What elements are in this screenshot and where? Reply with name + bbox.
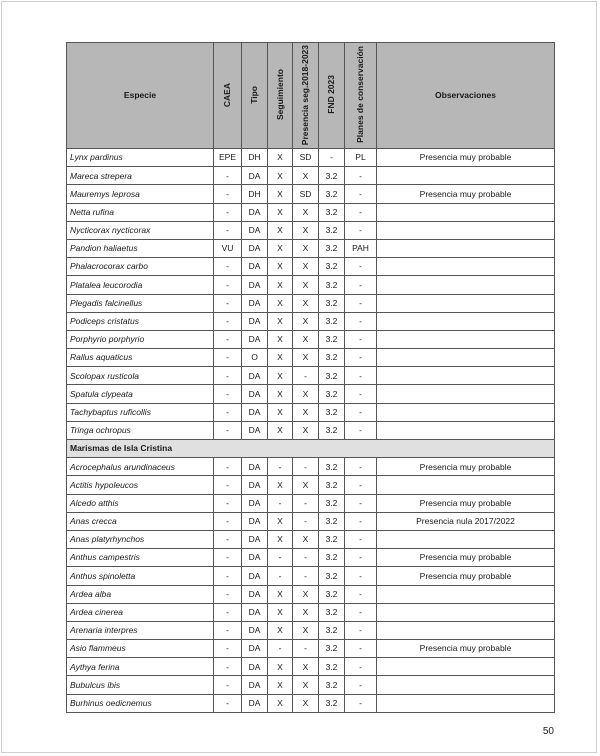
table-row [67,640,555,658]
observaciones-cell: Presencia nula 2017/2022 [377,512,555,530]
fnd-cell: 3.2 [319,276,345,294]
species-cell: Podiceps cristatus [67,312,214,330]
header-caea-label: CAEA [222,82,233,107]
planes-cell: - [345,567,377,585]
table-row [67,458,555,476]
seguimiento-cell: X [268,421,293,439]
header-presencia-label: Presencia seg.2018-2023 [300,44,311,145]
presencia-cell: X [293,676,319,694]
species-cell: Ardea cinerea [67,603,214,621]
observaciones-cell [377,221,555,239]
observaciones-cell [377,530,555,548]
caea-cell: - [214,330,242,348]
caea-cell: - [214,676,242,694]
header-planes-label: Planes de conservación [355,46,366,144]
fnd-cell: 3.2 [319,185,345,203]
fnd-cell: 3.2 [319,603,345,621]
caea-cell: - [214,658,242,676]
caea-cell: - [214,367,242,385]
fnd-cell: 3.2 [319,676,345,694]
presencia-cell: - [293,567,319,585]
observaciones-cell [377,258,555,276]
tipo-cell: DA [242,603,268,621]
tipo-cell: DA [242,494,268,512]
seguimiento-cell: X [268,403,293,421]
fnd-cell: 3.2 [319,203,345,221]
observaciones-cell [377,203,555,221]
header-caea [214,43,242,149]
header-fnd-label: FND 2023 [326,75,337,115]
presencia-cell: X [293,221,319,239]
planes-cell: - [345,349,377,367]
observaciones-cell [377,239,555,257]
tipo-cell: DA [242,421,268,439]
planes-cell: - [345,403,377,421]
seguimiento-cell: X [268,330,293,348]
caea-cell: - [214,221,242,239]
caea-cell: - [214,512,242,530]
table-row [67,294,555,312]
presencia-cell: - [293,458,319,476]
fnd-cell: 3.2 [319,421,345,439]
caea-cell: - [214,385,242,403]
fnd-cell: 3.2 [319,221,345,239]
fnd-cell: 3.2 [319,640,345,658]
table-row [67,567,555,585]
species-table [66,42,555,713]
header-tipo [242,43,268,149]
table-row [67,149,555,167]
observaciones-cell [377,349,555,367]
seguimiento-cell: X [268,367,293,385]
observaciones-cell: Presencia muy probable [377,149,555,167]
seguimiento-cell: X [268,603,293,621]
caea-cell: - [214,403,242,421]
fnd-cell: 3.2 [319,476,345,494]
tipo-cell: DA [242,276,268,294]
header-planes [345,43,377,149]
fnd-cell: - [319,149,345,167]
caea-cell: - [214,312,242,330]
seguimiento-cell: X [268,294,293,312]
table-row [67,203,555,221]
species-cell: Porphyrio porphyrio [67,330,214,348]
planes-cell: - [345,185,377,203]
caea-cell: - [214,458,242,476]
seguimiento-cell: X [268,476,293,494]
species-cell: Asio flammeus [67,640,214,658]
presencia-cell: X [293,167,319,185]
species-cell: Pandion haliaetus [67,239,214,257]
seguimiento-cell: - [268,640,293,658]
planes-cell: - [345,330,377,348]
seguimiento-cell: X [268,167,293,185]
planes-cell: - [345,385,377,403]
presencia-cell: X [293,530,319,548]
seguimiento-cell: X [268,658,293,676]
header-presencia [293,43,319,149]
tipo-cell: DA [242,658,268,676]
species-cell: Acrocephalus arundinaceus [67,458,214,476]
presencia-cell: X [293,385,319,403]
tipo-cell: DA [242,385,268,403]
fnd-cell: 3.2 [319,694,345,712]
table-row [67,349,555,367]
table-row [67,694,555,712]
species-cell: Spatula clypeata [67,385,214,403]
seguimiento-cell: X [268,185,293,203]
tipo-cell: DA [242,294,268,312]
planes-cell: - [345,203,377,221]
observaciones-cell [377,585,555,603]
header-species-label: Especie [123,90,157,101]
fnd-cell: 3.2 [319,330,345,348]
header-fnd [319,43,345,149]
presencia-cell: - [293,512,319,530]
caea-cell: - [214,276,242,294]
header-seguimiento-label: Seguimiento [274,69,285,121]
tipo-cell: DA [242,512,268,530]
species-cell: Rallus aquaticus [67,349,214,367]
species-cell: Netta rufina [67,203,214,221]
seguimiento-cell: X [268,149,293,167]
observaciones-cell [377,167,555,185]
header-tipo-label: Tipo [249,85,260,104]
caea-cell: - [214,258,242,276]
seguimiento-cell: - [268,567,293,585]
table-header-row [67,43,555,149]
tipo-cell: DA [242,221,268,239]
caea-cell: - [214,621,242,639]
fnd-cell: 3.2 [319,312,345,330]
presencia-cell: X [293,203,319,221]
observaciones-cell [377,385,555,403]
presencia-cell: X [293,294,319,312]
species-cell: Platalea leucorodia [67,276,214,294]
species-cell: Anas crecca [67,512,214,530]
species-cell: Aythya ferina [67,658,214,676]
seguimiento-cell: X [268,385,293,403]
species-cell: Lynx pardinus [67,149,214,167]
section-title: Marismas de Isla Cristina [67,440,555,458]
observaciones-cell [377,330,555,348]
caea-cell: EPE [214,149,242,167]
fnd-cell: 3.2 [319,385,345,403]
planes-cell: - [345,312,377,330]
planes-cell: - [345,258,377,276]
table-row [67,603,555,621]
presencia-cell: X [293,258,319,276]
observaciones-cell: Presencia muy probable [377,567,555,585]
tipo-cell: DA [242,621,268,639]
planes-cell: - [345,276,377,294]
tipo-cell: DA [242,530,268,548]
table-row [67,658,555,676]
table-row [67,530,555,548]
species-cell: Mareca strepera [67,167,214,185]
observaciones-cell [377,603,555,621]
fnd-cell: 3.2 [319,367,345,385]
species-cell: Bubulcus ibis [67,676,214,694]
observaciones-cell [377,367,555,385]
fnd-cell: 3.2 [319,403,345,421]
fnd-cell: 3.2 [319,530,345,548]
seguimiento-cell: X [268,512,293,530]
tipo-cell: DA [242,458,268,476]
seguimiento-cell: X [268,349,293,367]
tipo-cell: DA [242,694,268,712]
table-row [67,585,555,603]
table-row [67,312,555,330]
presencia-cell: - [293,494,319,512]
table-row [67,276,555,294]
table-row [67,494,555,512]
caea-cell: - [214,185,242,203]
tipo-cell: DA [242,258,268,276]
species-cell: Anas platyrhynchos [67,530,214,548]
presencia-cell: SD [293,185,319,203]
seguimiento-cell: - [268,494,293,512]
table-row [67,549,555,567]
tipo-cell: DA [242,640,268,658]
seguimiento-cell: X [268,694,293,712]
caea-cell: - [214,640,242,658]
tipo-cell: DA [242,676,268,694]
fnd-cell: 3.2 [319,458,345,476]
planes-cell: - [345,621,377,639]
fnd-cell: 3.2 [319,239,345,257]
observaciones-cell [377,621,555,639]
table-row [67,185,555,203]
observaciones-cell [377,403,555,421]
species-cell: Phalacrocorax carbo [67,258,214,276]
fnd-cell: 3.2 [319,494,345,512]
seguimiento-cell: X [268,258,293,276]
planes-cell: - [345,549,377,567]
tipo-cell: DA [242,549,268,567]
observaciones-cell: Presencia muy probable [377,185,555,203]
tipo-cell: DA [242,330,268,348]
planes-cell: - [345,421,377,439]
seguimiento-cell: - [268,458,293,476]
presencia-cell: X [293,621,319,639]
observaciones-cell [377,476,555,494]
tipo-cell: DA [242,585,268,603]
seguimiento-cell: - [268,549,293,567]
planes-cell: - [345,221,377,239]
planes-cell: - [345,658,377,676]
header-species [67,43,214,149]
presencia-cell: X [293,585,319,603]
table-row [67,421,555,439]
planes-cell: - [345,640,377,658]
table-row [67,512,555,530]
tipo-cell: DA [242,403,268,421]
caea-cell: - [214,167,242,185]
species-cell: Tringa ochropus [67,421,214,439]
fnd-cell: 3.2 [319,258,345,276]
species-cell: Anthus spinoletta [67,567,214,585]
planes-cell: - [345,367,377,385]
table-row [67,221,555,239]
planes-cell: - [345,603,377,621]
caea-cell: - [214,476,242,494]
seguimiento-cell: X [268,203,293,221]
fnd-cell: 3.2 [319,512,345,530]
planes-cell: - [345,694,377,712]
caea-cell: - [214,549,242,567]
presencia-cell: X [293,330,319,348]
tipo-cell: DA [242,167,268,185]
caea-cell: - [214,530,242,548]
seguimiento-cell: X [268,621,293,639]
header-observaciones [377,43,555,149]
observaciones-cell: Presencia muy probable [377,640,555,658]
presencia-cell: X [293,658,319,676]
caea-cell: - [214,567,242,585]
page-number: 50 [542,726,554,737]
planes-cell: PL [345,149,377,167]
species-cell: Burhinus oedicnemus [67,694,214,712]
planes-cell: - [345,676,377,694]
tipo-cell: DA [242,367,268,385]
planes-cell: - [345,294,377,312]
table-row [67,621,555,639]
table-row [67,367,555,385]
species-cell: Scolopax rusticola [67,367,214,385]
fnd-cell: 3.2 [319,585,345,603]
presencia-cell: X [293,603,319,621]
species-cell: Mauremys leprosa [67,185,214,203]
presencia-cell: X [293,312,319,330]
species-cell: Actitis hypoleucos [67,476,214,494]
presencia-cell: - [293,549,319,567]
caea-cell: - [214,349,242,367]
table-row [67,167,555,185]
fnd-cell: 3.2 [319,567,345,585]
caea-cell: - [214,203,242,221]
table-row [67,330,555,348]
tipo-cell: DA [242,476,268,494]
planes-cell: - [345,476,377,494]
presencia-cell: SD [293,149,319,167]
planes-cell: - [345,494,377,512]
fnd-cell: 3.2 [319,621,345,639]
observaciones-cell [377,294,555,312]
tipo-cell: O [242,349,268,367]
seguimiento-cell: X [268,276,293,294]
seguimiento-cell: X [268,585,293,603]
fnd-cell: 3.2 [319,549,345,567]
fnd-cell: 3.2 [319,167,345,185]
caea-cell: VU [214,239,242,257]
observaciones-cell [377,676,555,694]
presencia-cell: X [293,276,319,294]
observaciones-cell [377,658,555,676]
presencia-cell: X [293,694,319,712]
presencia-cell: - [293,640,319,658]
table-row [67,385,555,403]
observaciones-cell: Presencia muy probable [377,549,555,567]
tipo-cell: DH [242,149,268,167]
species-cell: Arenaria interpres [67,621,214,639]
species-cell: Anthus campestris [67,549,214,567]
tipo-cell: DA [242,239,268,257]
observaciones-cell [377,312,555,330]
observaciones-cell [377,421,555,439]
header-observaciones-label: Observaciones [435,90,496,101]
planes-cell: - [345,167,377,185]
table-row [67,258,555,276]
planes-cell: - [345,530,377,548]
caea-cell: - [214,294,242,312]
seguimiento-cell: X [268,530,293,548]
planes-cell: - [345,458,377,476]
section-row [67,440,555,458]
observaciones-cell [377,694,555,712]
seguimiento-cell: X [268,676,293,694]
table-row [67,476,555,494]
species-cell: Tachybaptus ruficollis [67,403,214,421]
tipo-cell: DA [242,203,268,221]
fnd-cell: 3.2 [319,349,345,367]
presencia-cell: X [293,476,319,494]
table-row [67,403,555,421]
table-row [67,676,555,694]
species-cell: Nycticorax nycticorax [67,221,214,239]
species-cell: Plegadis falcinellus [67,294,214,312]
species-cell: Ardea alba [67,585,214,603]
tipo-cell: DA [242,567,268,585]
seguimiento-cell: X [268,312,293,330]
fnd-cell: 3.2 [319,294,345,312]
caea-cell: - [214,421,242,439]
planes-cell: - [345,585,377,603]
table-row [67,239,555,257]
presencia-cell: X [293,403,319,421]
header-seguimiento [268,43,293,149]
presencia-cell: X [293,421,319,439]
caea-cell: - [214,603,242,621]
caea-cell: - [214,585,242,603]
observaciones-cell [377,276,555,294]
seguimiento-cell: X [268,239,293,257]
observaciones-cell: Presencia muy probable [377,458,555,476]
presencia-cell: X [293,349,319,367]
planes-cell: PAH [345,239,377,257]
species-cell: Alcedo atthis [67,494,214,512]
planes-cell: - [345,512,377,530]
seguimiento-cell: X [268,221,293,239]
observaciones-cell: Presencia muy probable [377,494,555,512]
caea-cell: - [214,494,242,512]
tipo-cell: DH [242,185,268,203]
presencia-cell: - [293,367,319,385]
table-body [67,149,555,713]
caea-cell: - [214,694,242,712]
fnd-cell: 3.2 [319,658,345,676]
presencia-cell: X [293,239,319,257]
tipo-cell: DA [242,312,268,330]
